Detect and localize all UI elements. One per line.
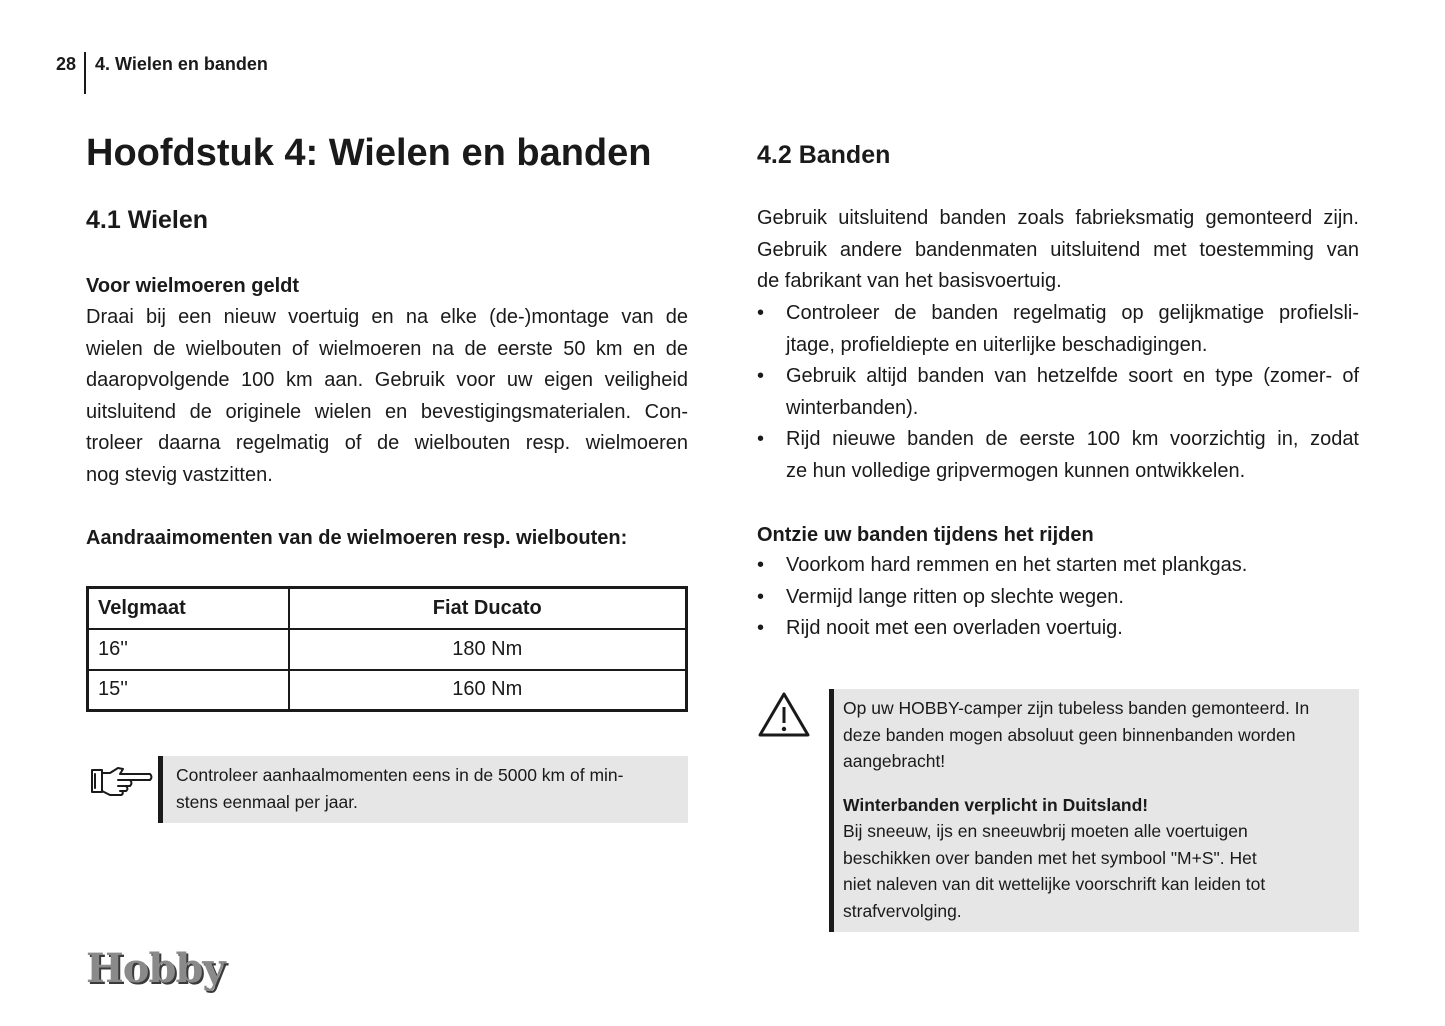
list-item <box>757 613 1359 645</box>
wheel-nuts-heading: Voor wielmoeren geldt <box>86 275 299 297</box>
warning-line: Op uw HOBBY-camper zijn tubeless banden gemonteerd. In <box>843 698 1310 718</box>
tire-care-list <box>757 298 1359 487</box>
list-item <box>757 424 1359 487</box>
pointing-hand-icon <box>90 764 154 798</box>
warning-line: strafvervolging. <box>843 900 962 921</box>
winter-tires-heading: Winterbanden verplicht in Duitsland! <box>843 794 1149 815</box>
paragraph-line: Gebruik andere bandenmaten uitsluitend met toestemming van <box>757 238 1359 261</box>
table-header-rim-size: Velgmaat <box>88 588 289 629</box>
paragraph-line: Draai bij een nieuw voertuig en na elke (de-)montage van de <box>86 306 688 328</box>
chapter-title: Hoofdstuk 4: Wielen en banden <box>86 132 652 174</box>
tubeless-warning-box <box>829 689 1359 932</box>
list-item <box>757 361 1359 424</box>
table-header-row <box>88 588 687 629</box>
list-item-line: Rijd nieuwe banden de eerste 100 km voorzichtig in, zodat <box>786 428 1359 450</box>
paragraph-line: uitsluitend de originele wielen en bevestigingsmaterialen. Con- <box>86 400 688 423</box>
list-item-line: Rijd nooit met een overladen voertuig. <box>786 617 1123 639</box>
list-item-line: Vermijd lange ritten op slechte wegen. <box>786 585 1124 608</box>
note-line: stens eenmaal per jaar. <box>176 791 358 812</box>
page-number: 28 <box>56 54 77 74</box>
paragraph-line: daaropvolgende 100 km aan. Gebruik voor uw eigen veiligheid <box>86 369 688 391</box>
paragraph-line: de fabrikant van het basisvoertuig. <box>757 270 1062 292</box>
wheel-nuts-paragraph <box>86 302 688 491</box>
warning-line: Bij sneeuw, ijs en sneeuwbrij moeten alle voertuigen <box>843 821 1248 841</box>
list-item-line: winterbanden). <box>786 396 919 419</box>
table-row <box>88 670 687 711</box>
driving-tips-list <box>757 550 1359 645</box>
list-item <box>757 298 1359 361</box>
paragraph-line: nog stevig vastzitten. <box>86 463 273 486</box>
warning-icon <box>757 690 811 738</box>
torque-heading: Aandraaimomenten van de wielmoeren resp. wielbouten: <box>86 527 628 549</box>
bullet: • <box>757 365 765 387</box>
bullet: • <box>757 302 765 324</box>
tires-intro-paragraph <box>757 203 1359 298</box>
section-title-tires: 4.2 Banden <box>757 141 891 169</box>
paragraph-line: troleer daarna regelmatig of de wielbouten resp. wielmoeren <box>86 432 688 454</box>
bullet: • <box>757 554 765 576</box>
list-item-line: Gebruik altijd banden van hetzelfde soort en type (zomer- of <box>786 365 1359 387</box>
page-header <box>56 52 268 94</box>
bullet: • <box>757 428 765 450</box>
bullet: • <box>757 585 765 608</box>
torque-table <box>86 586 688 712</box>
list-item-line: ze hun volledige gripvermogen kunnen ontwikkelen. <box>786 459 1246 482</box>
list-item <box>757 582 1359 614</box>
warning-line: niet naleven van dit wettelijke voorschrift kan leiden tot <box>843 874 1266 894</box>
list-item-line: jtage, profieldiepte en uiterlijke beschadigingen. <box>786 333 1208 356</box>
section-title-wheels: 4.1 Wielen <box>86 206 209 234</box>
table-row <box>88 629 687 670</box>
running-header-title: 4. Wielen en banden <box>95 54 268 74</box>
table-cell: 16'' <box>88 629 289 670</box>
table-header-vehicle: Fiat Ducato <box>289 588 687 629</box>
torque-check-note <box>158 756 688 823</box>
note-line: Controleer aanhaalmomenten eens in de 5000 km of min- <box>176 765 624 785</box>
bullet: • <box>757 617 765 639</box>
table-cell: 180 Nm <box>289 629 687 670</box>
driving-heading: Ontzie uw banden tijdens het rijden <box>757 524 1094 546</box>
list-item <box>757 550 1359 582</box>
warning-line: beschikken over banden met het symbool "M+S". Het <box>843 847 1257 868</box>
list-item-line: Voorkom hard remmen en het starten met plankgas. <box>786 554 1248 576</box>
table-cell: 15'' <box>88 670 289 711</box>
table-cell: 160 Nm <box>289 670 687 711</box>
hobby-logo: Hobby <box>86 945 225 992</box>
paragraph-line: Gebruik uitsluitend banden zoals fabrieksmatig gemonteerd zijn. <box>757 207 1359 229</box>
paragraph-line: wielen de wielbouten of wielmoeren na de eerste 50 km en de <box>86 337 688 360</box>
warning-line: deze banden mogen absoluut geen binnenbanden worden <box>843 724 1296 745</box>
list-item-line: Controleer de banden regelmatig op gelijkmatige profielsli- <box>786 302 1359 324</box>
warning-line: aangebracht! <box>843 751 946 771</box>
